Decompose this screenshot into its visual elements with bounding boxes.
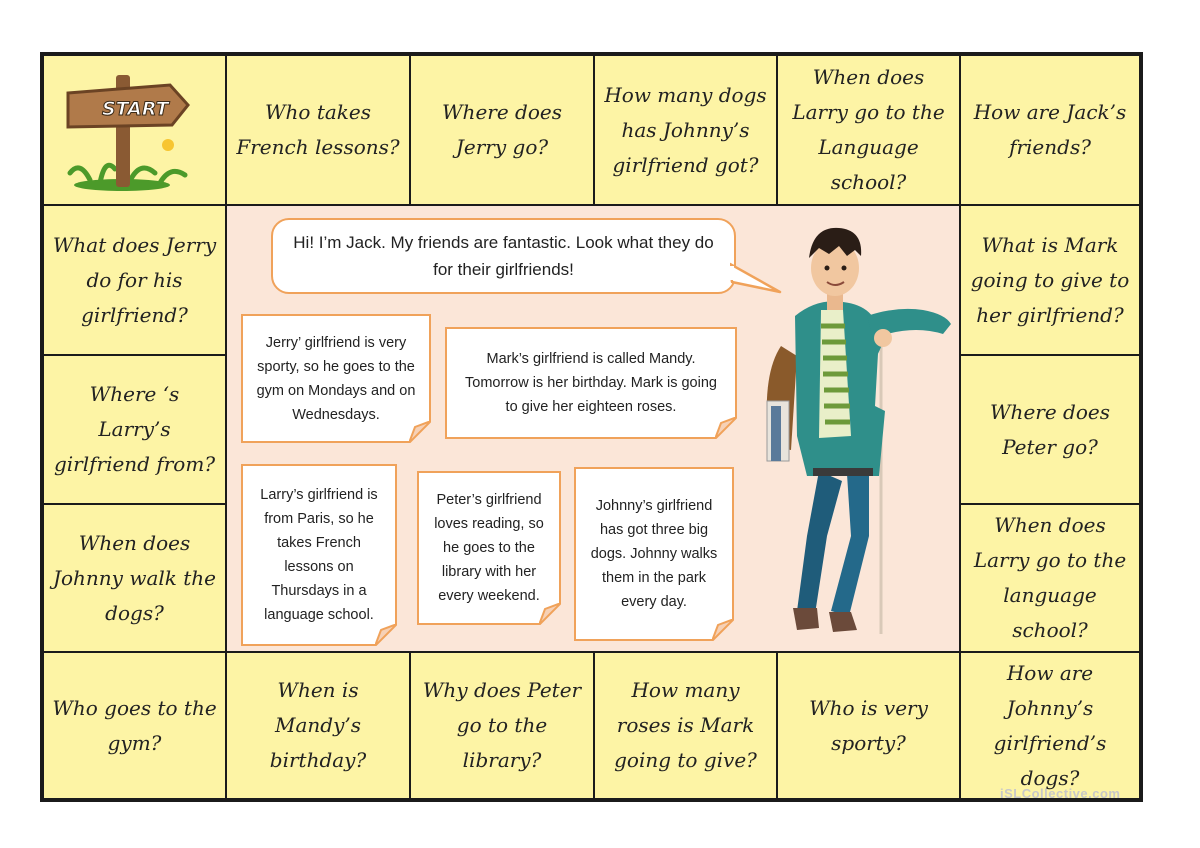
story-note-jerry: Jerry’ girlfriend is very sporty, so he goes to the gym on Mondays and on Wednesdays. — [241, 314, 431, 443]
board-cell-bottom-1[interactable]: Who goes to the gym? — [43, 652, 226, 799]
watermark: iSLCollective.com — [1000, 786, 1121, 801]
board-cell-bottom-4[interactable]: How many roses is Mark going to give? — [594, 652, 777, 799]
page-curl-icon — [409, 421, 431, 443]
page-curl-icon — [715, 417, 737, 439]
board-cell-top-2[interactable]: Where does Jerry go? — [410, 55, 594, 205]
game-board — [40, 52, 1143, 802]
story-note-johnny: Johnny’s girlfriend has got three big dogs. Johnny walks them in the park every day. — [574, 467, 734, 641]
board-cell-bottom-2[interactable]: When is Mandy’s birthday? — [226, 652, 410, 799]
page-curl-icon — [712, 619, 734, 641]
start-signpost-icon — [60, 65, 210, 195]
board-cell-bottom-5[interactable]: Who is very sporty? — [777, 652, 960, 799]
board-cell-right-2[interactable]: Where does Peter go? — [960, 355, 1140, 504]
board-cell-bottom-6[interactable]: How are Johnny’s girlfriend’s dogs? — [960, 652, 1140, 799]
board-cell-bottom-3[interactable]: Why does Peter go to the library? — [410, 652, 594, 799]
speech-text: Hi! I’m Jack. My friends are fantastic. Look what they do for their girlfriends! — [293, 233, 714, 279]
start-label: START — [102, 98, 169, 120]
board-cell-left-2[interactable]: Where ‘s Larry’s girlfriend from? — [43, 355, 226, 504]
board-cell-left-1[interactable]: What does Jerry do for his girlfriend? — [43, 205, 226, 355]
story-note-mark: Mark’s girlfriend is called Mandy. Tomorrow is her birthday. Mark is going to give her eighteen roses. — [445, 327, 737, 439]
board-cell-right-3[interactable]: When does Larry go to the language school? — [960, 504, 1140, 652]
board-cell-left-3[interactable]: When does Johnny walk the dogs? — [43, 504, 226, 652]
story-panel — [226, 205, 960, 652]
speech-bubble — [271, 218, 736, 294]
start-cell[interactable] — [43, 55, 226, 205]
board-cell-top-5[interactable]: How are Jack’s friends? — [960, 55, 1140, 205]
page-curl-icon — [539, 603, 561, 625]
board-cell-right-1[interactable]: What is Mark going to give to her girlfriend? — [960, 205, 1140, 355]
board-cell-top-3[interactable]: How many dogs has Johnny’s girlfriend got? — [594, 55, 777, 205]
board-cell-top-1[interactable]: Who takes French lessons? — [226, 55, 410, 205]
story-note-larry: Larry’s girlfriend is from Paris, so he takes French lessons on Thursdays in a language school. — [241, 464, 397, 646]
page-curl-icon — [375, 624, 397, 646]
jack-character-icon — [747, 206, 960, 652]
board-cell-top-4[interactable]: When does Larry go to the Language school? — [777, 55, 960, 205]
story-note-peter: Peter’s girlfriend loves reading, so he goes to the library with her every weekend. — [417, 471, 561, 625]
